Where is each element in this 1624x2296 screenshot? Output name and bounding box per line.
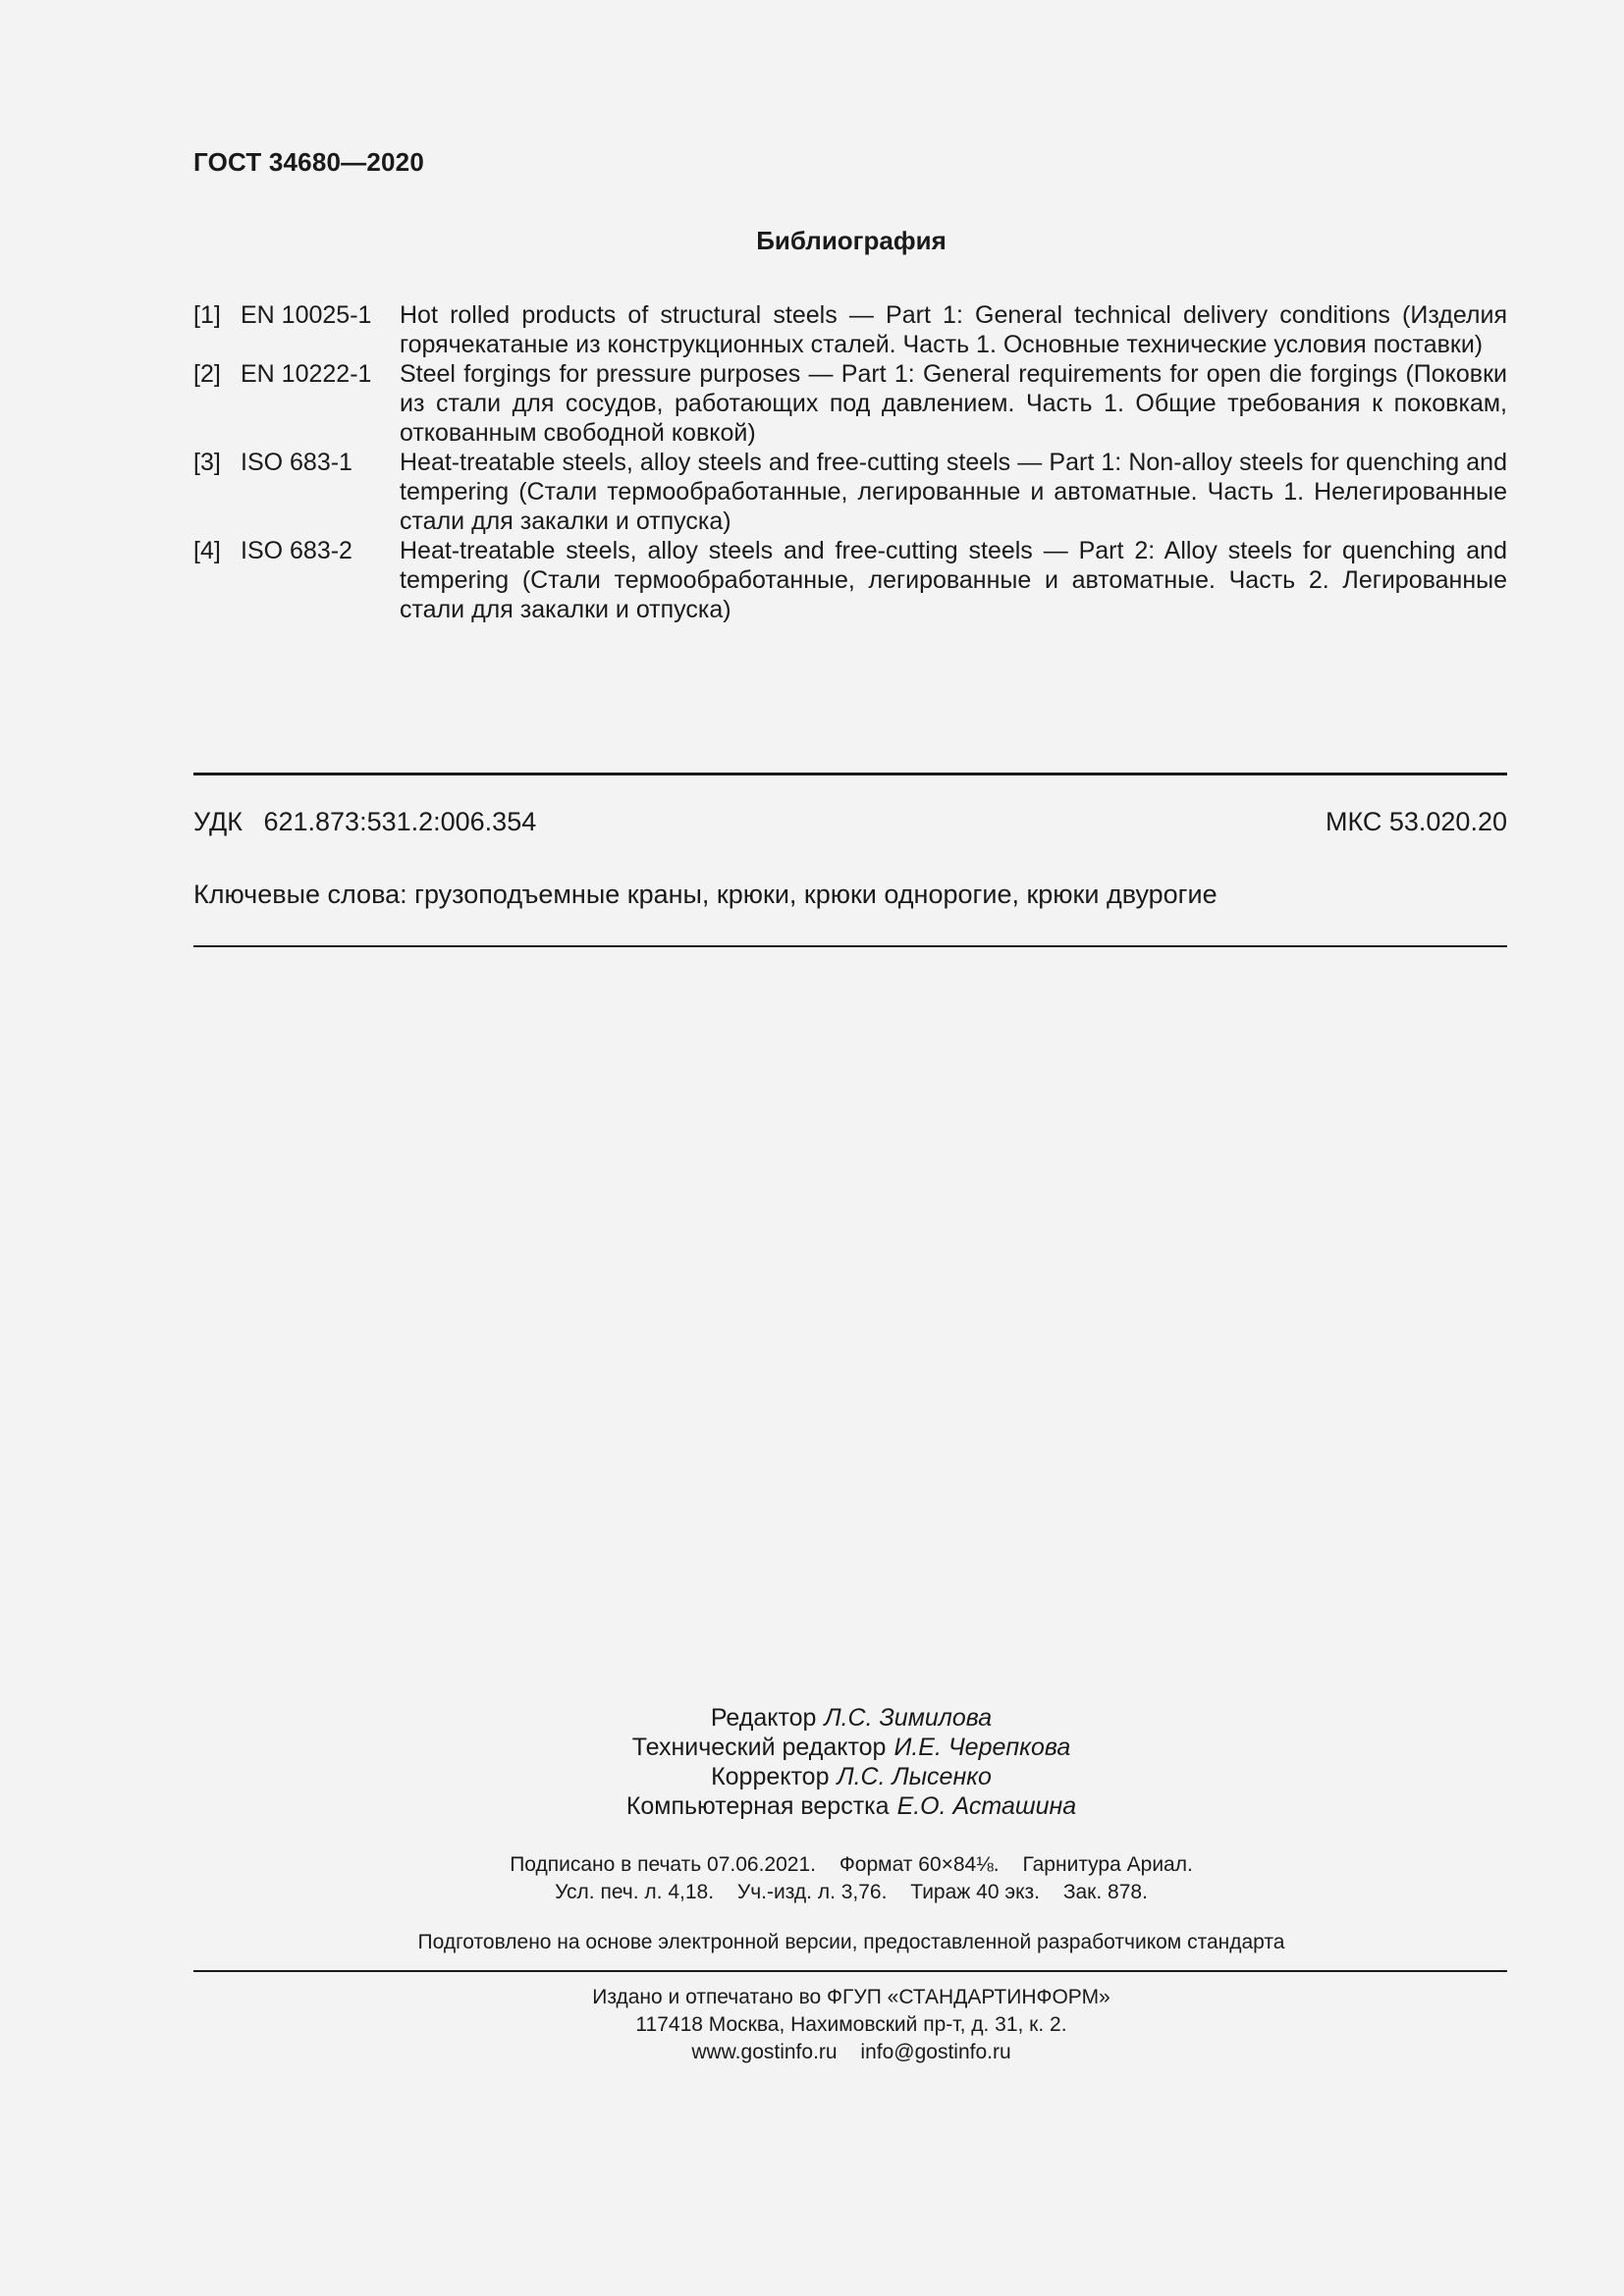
credit-name: И.Е. Черепкова [893, 1734, 1071, 1761]
bibliography-entry [193, 300, 1507, 359]
entry-number: [2] [193, 360, 221, 388]
udk-code [193, 807, 536, 837]
publisher-contacts [79, 2039, 1624, 2066]
entry-number: [4] [193, 537, 221, 564]
document-id: ГОСТ 34680—2020 [193, 147, 424, 177]
publisher-email[interactable]: info@gostinfo.ru [860, 2041, 1011, 2063]
divider-top [193, 773, 1507, 775]
entry-text: Hot rolled products of structural steels — Part 1: General technical delivery conditions (Изделия горячекатаные из конструкционных сталей. Часть 1. Основные технические условия поставки) [400, 301, 1507, 358]
entry-code: EN 10222-1 [241, 360, 372, 388]
entry-number: [3] [193, 449, 221, 476]
print-format: Формат 60×84⅛. [839, 1853, 1000, 1876]
publisher-site[interactable]: www.gostinfo.ru [691, 2041, 838, 2063]
print-signed: Подписано в печать 07.06.2021. [510, 1853, 816, 1876]
credit-role: Корректор [711, 1763, 830, 1790]
credit-name: Л.С. Лысенко [837, 1763, 992, 1790]
publisher-address: 117418 Москва, Нахимовский пр-т, д. 31, к. 2. [635, 2013, 1067, 2036]
print-uch: Уч.-изд. л. 3,76. [736, 1881, 888, 1903]
entry-code: ISO 683-1 [241, 449, 352, 476]
bibliography-title: Библиография [756, 226, 947, 255]
credits-block [0, 1703, 1624, 1821]
divider-middle [193, 945, 1507, 947]
keywords: Ключевые слова: грузоподъемные краны, крюки, крюки однорогие, крюки двурогие [193, 880, 1218, 909]
bibliography-entry [193, 536, 1507, 624]
credit-role: Технический редактор [631, 1734, 887, 1761]
mks-code: МКС 53.020.20 [1325, 807, 1507, 836]
prepared-note: Подготовлено на основе электронной версии, предоставленной разработчиком стандарта [417, 1931, 1285, 1953]
credit-role: Компьютерная верстка [625, 1792, 890, 1820]
credit-role: Редактор [710, 1704, 817, 1732]
entry-text: Steel forgings for pressure purposes — Part 1: General requirements for open die forgings (Поковки из стали для сосудов, работающих под давлением. Часть 1. Общие требования к поковкам, откованным свободной ковкой) [400, 360, 1507, 447]
entry-number: [1] [193, 301, 221, 329]
credit-name: Л.С. Зимилова [824, 1704, 993, 1732]
print-zak: Зак. 878. [1062, 1881, 1148, 1903]
udk-value: 621.873:531.2:006.354 [263, 807, 537, 836]
udk-label: УДК [193, 807, 243, 836]
divider-bottom [193, 1970, 1507, 1972]
publisher-name: Издано и отпечатано во ФГУП «СТАНДАРТИНФОРМ» [592, 1986, 1110, 2008]
print-font: Гарнитура Ариал. [1022, 1853, 1193, 1876]
entry-code: ISO 683-2 [241, 537, 352, 564]
bibliography-entry [193, 359, 1507, 448]
classification-row [193, 807, 1507, 837]
credit-line [79, 1703, 1624, 1733]
print-info [0, 1851, 1624, 1906]
print-info-line-2 [79, 1879, 1624, 1906]
entry-text: Heat-treatable steels, alloy steels and free-cutting steels — Part 2: Alloy steels for quenching and tempering (Стали термообработанные, легированные и автоматные. Часть 2. Легированные стали для закалки и отпуска) [400, 537, 1507, 623]
entry-text: Heat-treatable steels, alloy steels and free-cutting steels — Part 1: Non-alloy steels for quenching and tempering (Стали термообработанные, легированные и автоматные. Часть 1. Нелегированные стали для закалки и отпуска) [400, 449, 1507, 535]
credit-line [79, 1733, 1624, 1762]
print-usl: Усл. печ. л. 4,18. [555, 1881, 715, 1903]
print-info-line-1 [79, 1851, 1624, 1879]
publisher-block [0, 1984, 1624, 2066]
print-tirazh: Тираж 40 экз. [910, 1881, 1040, 1903]
bibliography-entry [193, 448, 1507, 536]
credit-line [79, 1762, 1624, 1791]
credit-name: Е.О. Асташина [896, 1792, 1077, 1820]
bibliography-list [193, 300, 1507, 624]
credit-line [79, 1791, 1624, 1821]
entry-code: EN 10025-1 [241, 301, 372, 329]
